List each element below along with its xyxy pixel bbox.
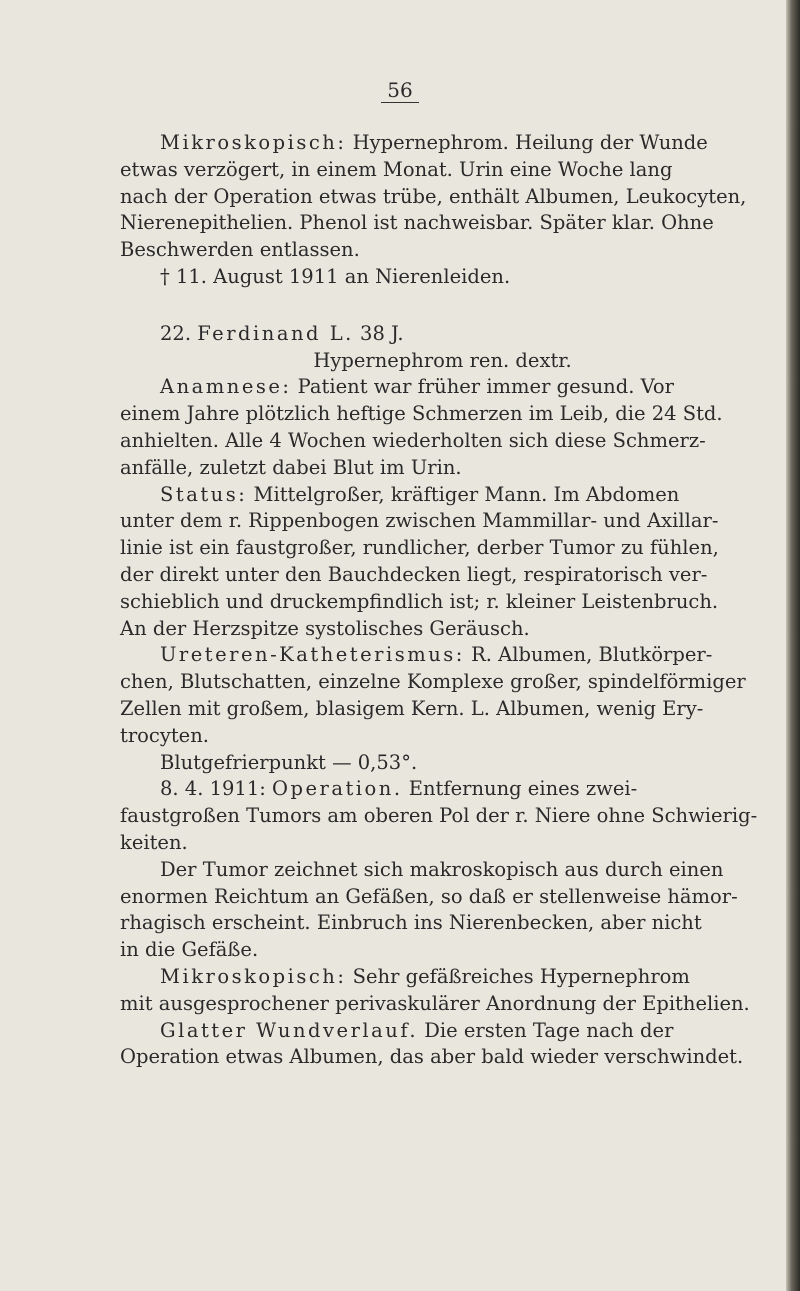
text-line: Mikroskopisch: Hypernephrom. Heilung der Wunde	[160, 131, 708, 154]
page-edge-shadow	[786, 0, 800, 1291]
diagnosis-line: Hypernephrom ren. dextr.	[313, 348, 572, 372]
text-line: Glatter Wundverlauf. Die ersten Tage nach der	[160, 1018, 674, 1042]
text-line: der direkt unter den Bauchdecken liegt, respiratorisch ver-	[120, 562, 708, 586]
text-line: Nierenepithelien. Phenol ist nachweisbar. Später klar. Ohne	[120, 211, 714, 235]
text-line: Mikroskopisch: Sehr gefäßreiches Hypernephrom	[160, 964, 690, 988]
text-line: 8. 4. 1911: Operation. Entfernung eines zwei-	[160, 777, 638, 801]
text-line: etwas verzögert, in einem Monat. Urin eine Woche lang	[120, 157, 673, 181]
text-line: rhagisch erscheint. Einbruch ins Nierenbecken, aber nicht	[120, 911, 702, 935]
text-line: unter dem r. Rippenbogen zwischen Mammillar- und Axillar-	[120, 509, 719, 533]
text-line: Ureteren-Katheterismus: R. Albumen, Blutkörper-	[160, 643, 713, 667]
text-line: Blutgefrierpunkt — 0,53°.	[160, 750, 418, 774]
page-number: 56	[0, 78, 800, 102]
text-line: chen, Blutschatten, einzelne Komplexe großer, spindelförmiger	[120, 670, 746, 694]
text-line: nach der Operation etwas trübe, enthält Albumen, Leukocyten,	[120, 184, 747, 208]
text-line: faustgroßen Tumors am oberen Pol der r. Niere ohne Schwierig-	[120, 804, 758, 828]
text-line: linie ist ein faustgroßer, rundlicher, derber Tumor zu fühlen,	[120, 536, 719, 560]
text-line: anfälle, zuletzt dabei Blut im Urin.	[120, 455, 462, 479]
text-line: Operation etwas Albumen, das aber bald wieder verschwindet.	[120, 1045, 744, 1069]
case-heading: 22. Ferdinand L. 38 J.	[160, 321, 404, 345]
text-line: enormen Reichtum an Gefäßen, so daß er stellenweise hämor-	[120, 884, 738, 908]
text-line: Der Tumor zeichnet sich makroskopisch aus durch einen	[160, 857, 724, 881]
text-line: Zellen mit großem, blasigem Kern. L. Albumen, wenig Ery-	[120, 696, 704, 720]
text-line: trocyten.	[120, 723, 209, 747]
text-line: einem Jahre plötzlich heftige Schmerzen im Leib, die 24 Std.	[120, 402, 723, 426]
text-line: † 11. August 1911 an Nierenleiden.	[160, 264, 511, 288]
text-line: Status: Mittelgroßer, kräftiger Mann. Im Abdomen	[160, 482, 680, 506]
text-line: mit ausgesprochener perivaskulärer Anordnung der Epithelien.	[120, 991, 750, 1015]
text-line: schieblich und druckempfindlich ist; r. kleiner Leistenbruch.	[120, 589, 719, 613]
text-line: Anamnese: Patient war früher immer gesund. Vor	[160, 375, 674, 399]
text-line: anhielten. Alle 4 Wochen wiederholten sich diese Schmerz-	[120, 428, 706, 452]
text-line: Beschwerden entlassen.	[120, 238, 360, 262]
text-line: An der Herzspitze systolisches Geräusch.	[120, 616, 530, 640]
body-text	[120, 130, 758, 1071]
text-line: in die Gefäße.	[120, 938, 259, 962]
text-line: keiten.	[120, 830, 188, 854]
